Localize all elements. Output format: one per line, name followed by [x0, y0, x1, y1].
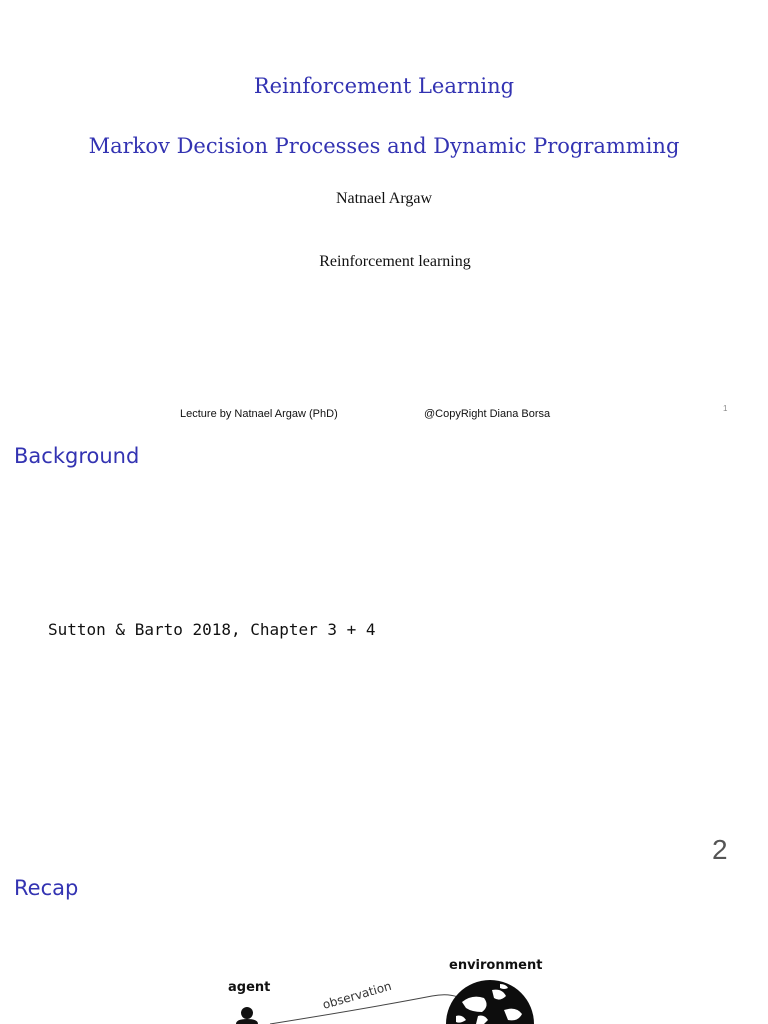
- agent-person-icon: [236, 1007, 258, 1024]
- course-name: Reinforcement learning: [319, 253, 471, 270]
- footer-lecturer: Lecture by Natnael Argaw (PhD): [180, 408, 338, 420]
- reference-text: Sutton & Barto 2018, Chapter 3 + 4: [48, 620, 376, 639]
- section-heading-background: Background: [14, 444, 140, 468]
- environment-label: environment: [449, 958, 543, 973]
- slide-title: Reinforcement Learning: [253, 74, 515, 98]
- section-heading-recap: Recap: [14, 876, 79, 900]
- globe-icon: [446, 980, 534, 1024]
- agent-label: agent: [228, 980, 271, 995]
- footer-copyright: @CopyRight Diana Borsa: [424, 408, 551, 420]
- page-number: 1: [723, 404, 728, 413]
- slide-subtitle: Markov Decision Processes and Dynamic Programming: [88, 134, 680, 158]
- author-name: Natnael Argaw: [335, 190, 433, 207]
- observation-label: observation: [320, 978, 394, 1012]
- agent-environment-diagram: [200, 950, 580, 1024]
- page-number: 2: [712, 834, 728, 865]
